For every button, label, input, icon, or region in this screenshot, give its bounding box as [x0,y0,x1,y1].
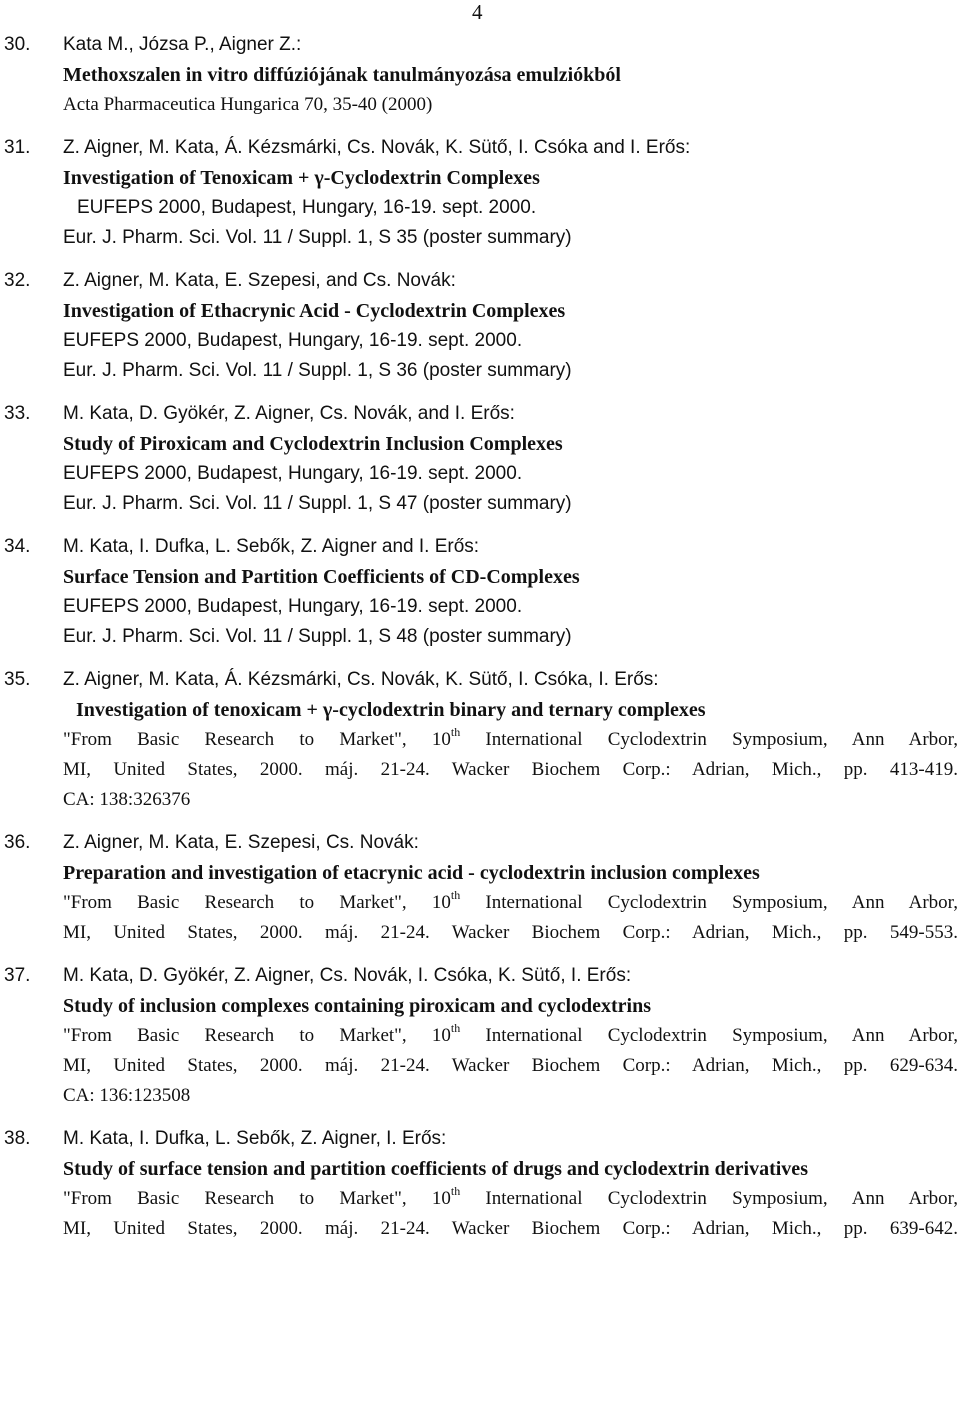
entry-symposium [63,1021,958,1051]
publication-entry [0,828,960,948]
entry-number: 38. [4,1128,31,1149]
entry-number: 34. [4,536,31,557]
entry-number: 32. [4,270,31,291]
entry-title: Investigation of Ethacrynic Acid - Cyclodextrin Complexes [63,300,566,322]
entry-number: 36. [4,832,31,853]
entry-authors: Z. Aigner, M. Kata, Á. Kézsmárki, Cs. Novák, K. Sütő, I. Csóka, I. Erős: [63,669,659,690]
entry-journal: Eur. J. Pharm. Sci. Vol. 11 / Suppl. 1, S 48 (poster summary) [63,626,572,647]
entry-title: Study of Piroxicam and Cyclodextrin Inclusion Complexes [63,433,563,455]
symposium-name: "From Basic Research to Market", 10 [63,1025,451,1046]
publication-entry [0,1124,960,1244]
entry-publisher: MI, United States, 2000. máj. 21-24. Wacker Biochem Corp.: Adrian, Mich., pp. 629-634. [63,1055,958,1076]
symposium-name: "From Basic Research to Market", 10 [63,1188,451,1209]
entry-authors: Z. Aigner, M. Kata, Á. Kézsmárki, Cs. Novák, K. Sütő, I. Csóka and I. Erős: [63,137,691,158]
symposium-location: International Cyclodextrin Symposium, Ann Arbor, [460,1188,959,1209]
entry-number: 31. [4,137,31,158]
entry-number: 37. [4,965,31,986]
symposium-name: "From Basic Research to Market", 10 [63,892,451,913]
entry-publisher: MI, United States, 2000. máj. 21-24. Wacker Biochem Corp.: Adrian, Mich., pp. 639-642. [63,1218,958,1239]
entry-authors: M. Kata, I. Dufka, L. Sebők, Z. Aigner and I. Erős: [63,536,480,557]
page-number: 4 [472,0,483,24]
publication-list [0,30,960,1257]
ordinal-suffix: th [450,1184,461,1198]
publication-entry [0,532,960,652]
entry-title: Preparation and investigation of etacrynic acid - cyclodextrin inclusion complexes [63,862,760,884]
entry-ca-number: CA: 136:123508 [63,1085,191,1106]
entry-publisher: MI, United States, 2000. máj. 21-24. Wacker Biochem Corp.: Adrian, Mich., pp. 549-553. [63,922,958,943]
ordinal-suffix: th [450,725,461,739]
entry-authors: Z. Aigner, M. Kata, E. Szepesi, Cs. Novák: [63,832,419,853]
symposium-location: International Cyclodextrin Symposium, Ann Arbor, [460,892,959,913]
entry-conference: EUFEPS 2000, Budapest, Hungary, 16-19. sept. 2000. [77,197,537,218]
entry-title: Study of surface tension and partition coefficients of drugs and cyclodextrin derivatives [63,1158,808,1180]
entry-symposium [63,888,958,918]
entry-number: 35. [4,669,31,690]
entry-authors: M. Kata, D. Gyökér, Z. Aigner, Cs. Novák, I. Csóka, K. Sütő, I. Erős: [63,965,632,986]
entry-symposium [63,1184,958,1214]
entry-journal: Eur. J. Pharm. Sci. Vol. 11 / Suppl. 1, S 47 (poster summary) [63,493,572,514]
entry-title: Investigation of Tenoxicam + γ-Cyclodextrin Complexes [63,167,540,189]
entry-authors: M. Kata, D. Gyökér, Z. Aigner, Cs. Novák, and I. Erős: [63,403,515,424]
ordinal-suffix: th [450,1021,461,1035]
entry-conference: EUFEPS 2000, Budapest, Hungary, 16-19. sept. 2000. [63,463,523,484]
entry-symposium [63,725,958,755]
publication-entry [0,961,960,1111]
entry-journal: Eur. J. Pharm. Sci. Vol. 11 / Suppl. 1, S 35 (poster summary) [63,227,572,248]
publication-entry [0,665,960,815]
symposium-name: "From Basic Research to Market", 10 [63,729,451,750]
entry-title: Surface Tension and Partition Coefficients of CD-Complexes [63,566,580,588]
symposium-location: International Cyclodextrin Symposium, Ann Arbor, [460,1025,959,1046]
publication-entry [0,399,960,519]
symposium-location: International Cyclodextrin Symposium, Ann Arbor, [460,729,959,750]
entry-conference: EUFEPS 2000, Budapest, Hungary, 16-19. sept. 2000. [63,596,523,617]
entry-authors: M. Kata, I. Dufka, L. Sebők, Z. Aigner, I. Erős: [63,1128,447,1149]
publication-entry [0,266,960,386]
entry-authors: Z. Aigner, M. Kata, E. Szepesi, and Cs. Novák: [63,270,456,291]
publication-entry [0,30,960,120]
ordinal-suffix: th [450,888,461,902]
entry-number: 30. [4,34,31,55]
entry-title: Methoxszalen in vitro diffúziójának tanulmányozása emulziókból [63,64,621,86]
entry-conference: EUFEPS 2000, Budapest, Hungary, 16-19. sept. 2000. [63,330,523,351]
entry-authors: Kata M., Józsa P., Aigner Z.: [63,34,302,55]
entry-publisher: MI, United States, 2000. máj. 21-24. Wacker Biochem Corp.: Adrian, Mich., pp. 413-419. [63,759,958,780]
entry-ca-number: CA: 138:326376 [63,789,191,810]
entry-title: Investigation of tenoxicam + γ-cyclodextrin binary and ternary complexes [76,699,706,721]
entry-title: Study of inclusion complexes containing piroxicam and cyclodextrins [63,995,652,1017]
entry-number: 33. [4,403,31,424]
publication-entry [0,133,960,253]
entry-source: Acta Pharmaceutica Hungarica 70, 35-40 (2000) [63,94,433,115]
entry-journal: Eur. J. Pharm. Sci. Vol. 11 / Suppl. 1, S 36 (poster summary) [63,360,572,381]
